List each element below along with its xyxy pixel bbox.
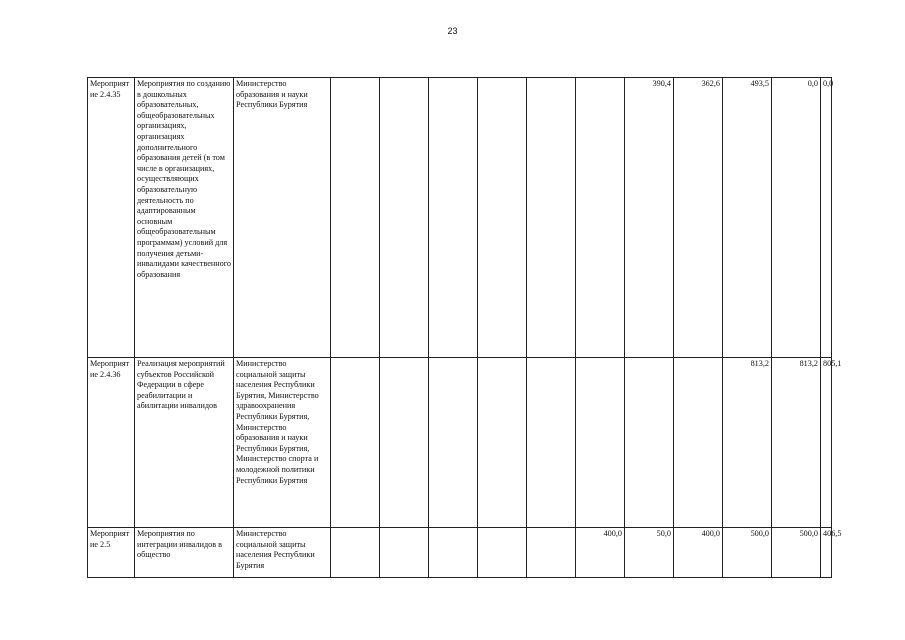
row-code: Мероприят ие 2.4.35 (88, 78, 135, 358)
value-cell (331, 78, 380, 358)
value-cell: 813,2 (723, 358, 772, 528)
budget-table (87, 77, 842, 578)
page-number: 23 (447, 26, 458, 36)
row-code: Мероприят ие 2.5 (88, 528, 135, 578)
value-cell (527, 78, 576, 358)
value-cell (576, 78, 625, 358)
value-cell: 500,0 (723, 528, 772, 578)
value-cell: 0,0 (772, 78, 821, 358)
value-cell (331, 358, 380, 528)
table-row (88, 528, 832, 578)
row-executor: Министерство социальной защиты населения Республики Бурятия, Министерство здравоохранения Республики Бурятия, Министерство образования и науки Республики Бурятия, Министерство спорта и молодежной политики Республики Бурятия (234, 358, 331, 528)
value-cell: 0,0 (821, 78, 832, 358)
value-cell: 406,5 (821, 528, 832, 578)
row-name: Мероприятия по созданию в дошкольных образовательных, общеобразовательных организациях, организациях дополнительного образования детей (в том числе в организациях, осуществляющих образовательную деятельность по адаптированным основным общеобразовательным программам) условий для получения детьми-инвалидами качественного образования (135, 78, 234, 358)
value-cell (380, 528, 429, 578)
value-cell (478, 78, 527, 358)
row-executor: Министерство социальной защиты населения Республики Бурятия (234, 528, 331, 578)
row-name: Реализация мероприятий субъектов Российской Федерации в сфере реабилитации и абилитации инвалидов (135, 358, 234, 528)
value-cell: 50,0 (625, 528, 674, 578)
table-row (88, 358, 832, 528)
value-cell (380, 78, 429, 358)
value-cell: 500,0 (772, 528, 821, 578)
table-row (88, 78, 832, 358)
row-code: Мероприят ие 2.4.36 (88, 358, 135, 528)
value-cell: 400,0 (576, 528, 625, 578)
value-cell (331, 528, 380, 578)
value-cell (478, 358, 527, 528)
value-cell: 493,5 (723, 78, 772, 358)
value-cell (429, 528, 478, 578)
value-cell (527, 358, 576, 528)
row-executor: Министерство образования и науки Республики Бурятия (234, 78, 331, 358)
value-cell: 805,1 (821, 358, 832, 528)
value-cell (429, 358, 478, 528)
value-cell (674, 358, 723, 528)
value-cell (625, 358, 674, 528)
row-name: Мероприятия по интеграции инвалидов в общество (135, 528, 234, 578)
value-cell: 813,2 (772, 358, 821, 528)
value-cell (429, 78, 478, 358)
value-cell: 390,4 (625, 78, 674, 358)
value-cell (576, 358, 625, 528)
value-cell: 362,6 (674, 78, 723, 358)
value-cell (380, 358, 429, 528)
value-cell (527, 528, 576, 578)
value-cell: 400,0 (674, 528, 723, 578)
value-cell (478, 528, 527, 578)
